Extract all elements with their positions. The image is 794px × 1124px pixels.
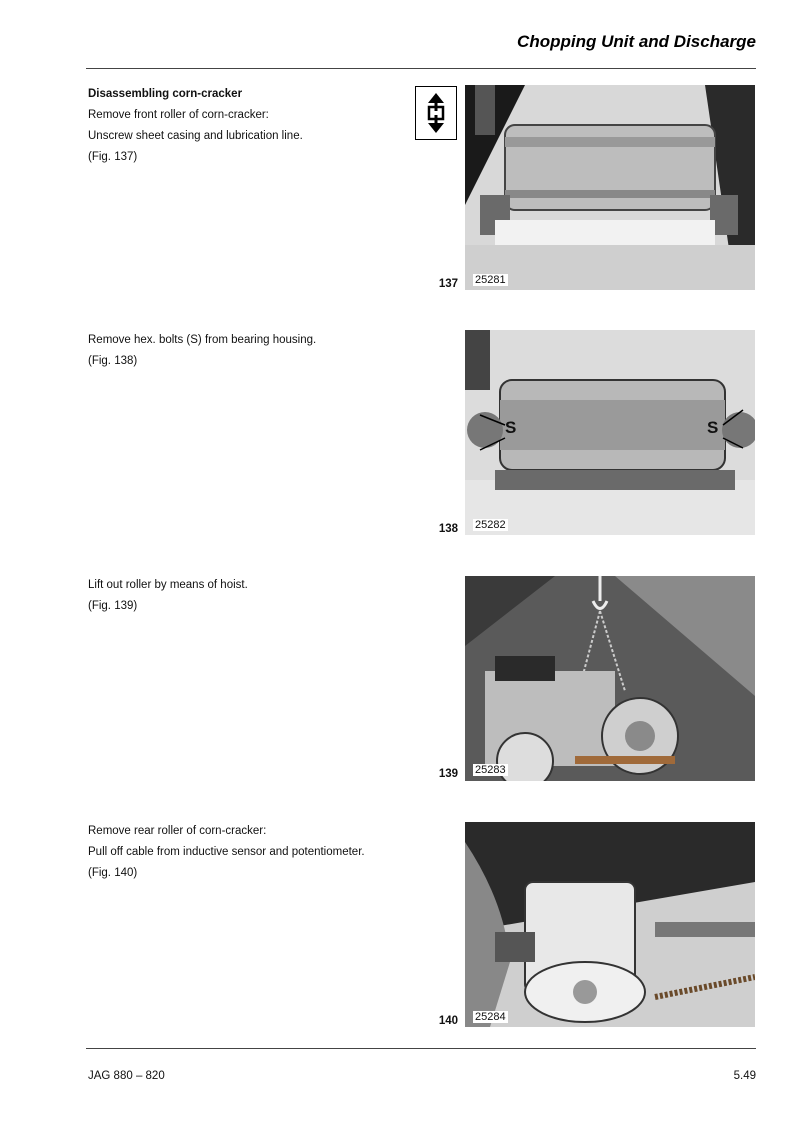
- section-137-text: [88, 84, 408, 168]
- figure-ref-code: 25283: [475, 764, 506, 776]
- disassembly-symbol-icon: [415, 86, 457, 140]
- section-139-text: [88, 575, 408, 617]
- figure-137-image: [465, 85, 755, 290]
- figure-139-image: [465, 576, 755, 781]
- figure-138-image: [465, 330, 755, 535]
- figure-number: 140: [438, 1015, 458, 1027]
- footer-page-number: 5.49: [733, 1070, 756, 1082]
- instruction-line: Unscrew sheet casing and lubrication line.: [88, 130, 303, 142]
- section-140-text: [88, 821, 408, 884]
- figure-reference: (Fig. 140): [88, 867, 138, 879]
- section-heading: Disassembling corn-cracker: [88, 88, 243, 100]
- instruction-line: Remove hex. bolts (S) from bearing housing.: [88, 334, 317, 346]
- figure-reference: (Fig. 137): [88, 151, 138, 163]
- instruction-line: Lift out roller by means of hoist.: [88, 579, 248, 591]
- figure-ref-code: 25284: [475, 1011, 506, 1023]
- instruction-line: Remove rear roller of corn-cracker:: [88, 825, 267, 837]
- figure-ref-code: 25281: [475, 274, 506, 286]
- instruction-line: Pull off cable from inductive sensor and potentiometer.: [88, 846, 365, 858]
- callout-s-right: S: [707, 418, 719, 437]
- callout-s-left: S: [505, 418, 517, 437]
- figure-ref-code: 25282: [475, 519, 506, 531]
- footer-divider: [86, 1048, 756, 1049]
- instruction-line: Remove front roller of corn-cracker:: [88, 109, 269, 121]
- section-138-text: [88, 330, 408, 372]
- figure-number: 139: [438, 768, 458, 780]
- figure-reference: (Fig. 138): [88, 355, 138, 367]
- header-divider: [86, 68, 756, 69]
- figure-number: 137: [438, 278, 458, 290]
- page-header-title: Chopping Unit and Discharge: [517, 32, 756, 51]
- figure-number: 138: [438, 523, 458, 535]
- footer-model: JAG 880 – 820: [88, 1070, 165, 1082]
- figure-reference: (Fig. 139): [88, 600, 138, 612]
- figure-140-image: [465, 822, 755, 1027]
